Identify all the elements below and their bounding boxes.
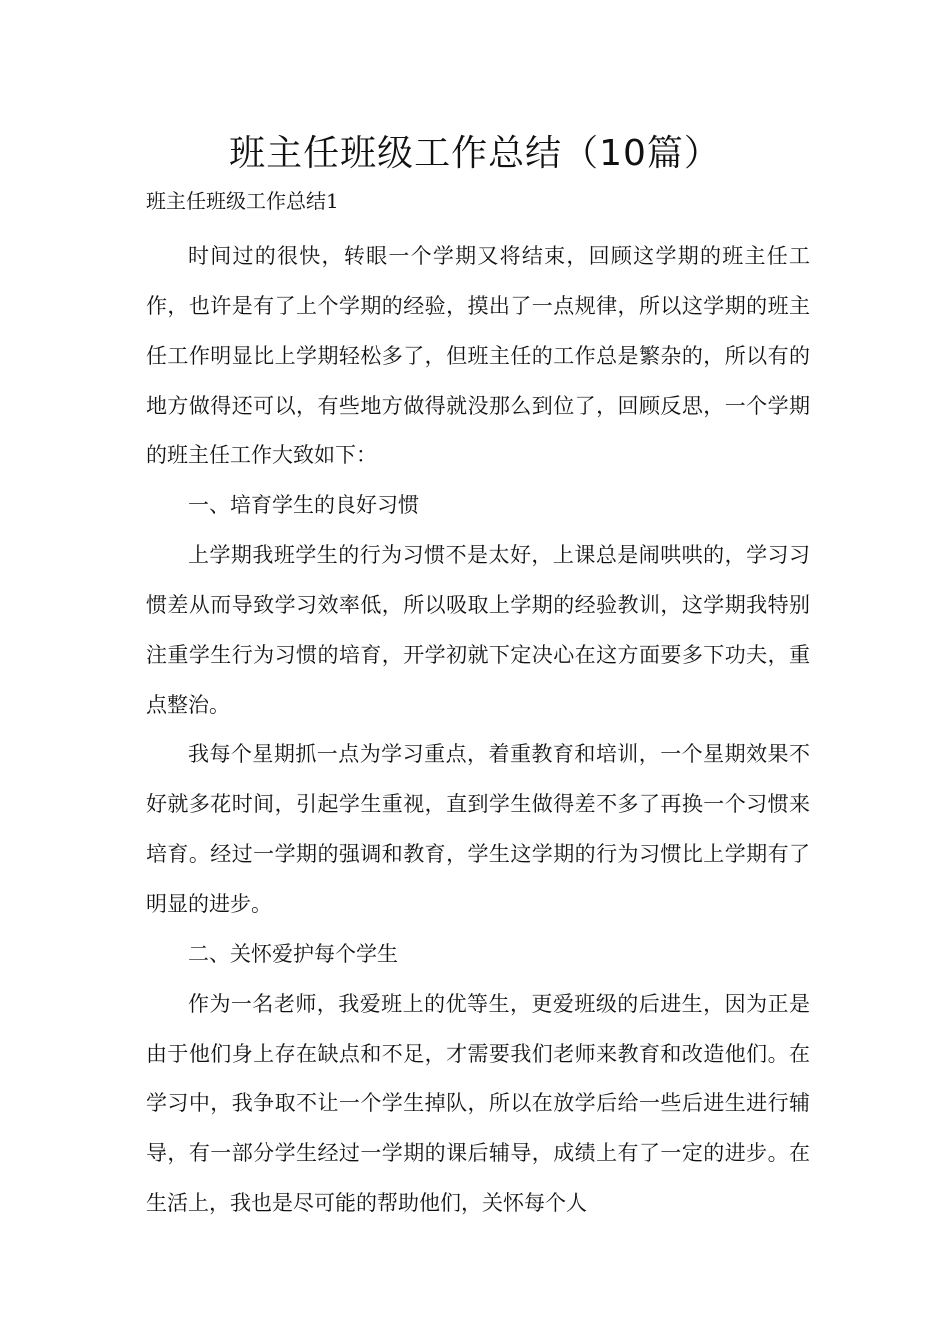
paragraph-care: 作为一名老师，我爱班上的优等生，更爱班级的后进生，因为正是由于他们身上存在缺点和不足，才需要我们老师来教育和改造他们。在学习中，我争取不让一个学生掉队，所以在放学后给一些后进生进行辅导，有一部分学生经过一学期的课后辅导，成绩上有了一定的进步。在生活上，我也是尽可能的帮助他们，关怀每个人 xyxy=(146,991,810,1216)
subheading-habits: 一、培育学生的良好习惯 xyxy=(188,493,419,518)
section-title: 班主任班级工作总结1 xyxy=(146,189,339,213)
paragraph-intro: 时间过的很快，转眼一个学期又将结束，回顾这学期的班主任工作，也许是有了上个学期的经验，摸出了一点规律，所以这学期的班主任工作明显比上学期轻松多了，但班主任的工作总是繁杂的，所以有的地方做得还可以，有些地方做得就没那么到位了，回顾反思，一个学期的班主任工作大致如下： xyxy=(146,244,810,468)
document-title: 班主任班级工作总结（10篇） xyxy=(229,133,721,174)
document-body xyxy=(146,232,810,1229)
subheading-care: 二、关怀爱护每个学生 xyxy=(188,941,398,966)
paragraph-habits-2: 我每个星期抓一点为学习重点，着重教育和培训，一个星期效果不好就多花时间，引起学生重视，直到学生做得差不多了再换一个习惯来培育。经过一学期的强调和教育，学生这学期的行为习惯比上学期有了明显的进步。 xyxy=(146,742,810,916)
paragraph-habits-1: 上学期我班学生的行为习惯不是太好，上课总是闹哄哄的，学习习惯差从而导致学习效率低，所以吸取上学期的经验教训，这学期我特别注重学生行为习惯的培育，开学初就下定决心在这方面要多下功夫，重点整治。 xyxy=(146,543,810,717)
